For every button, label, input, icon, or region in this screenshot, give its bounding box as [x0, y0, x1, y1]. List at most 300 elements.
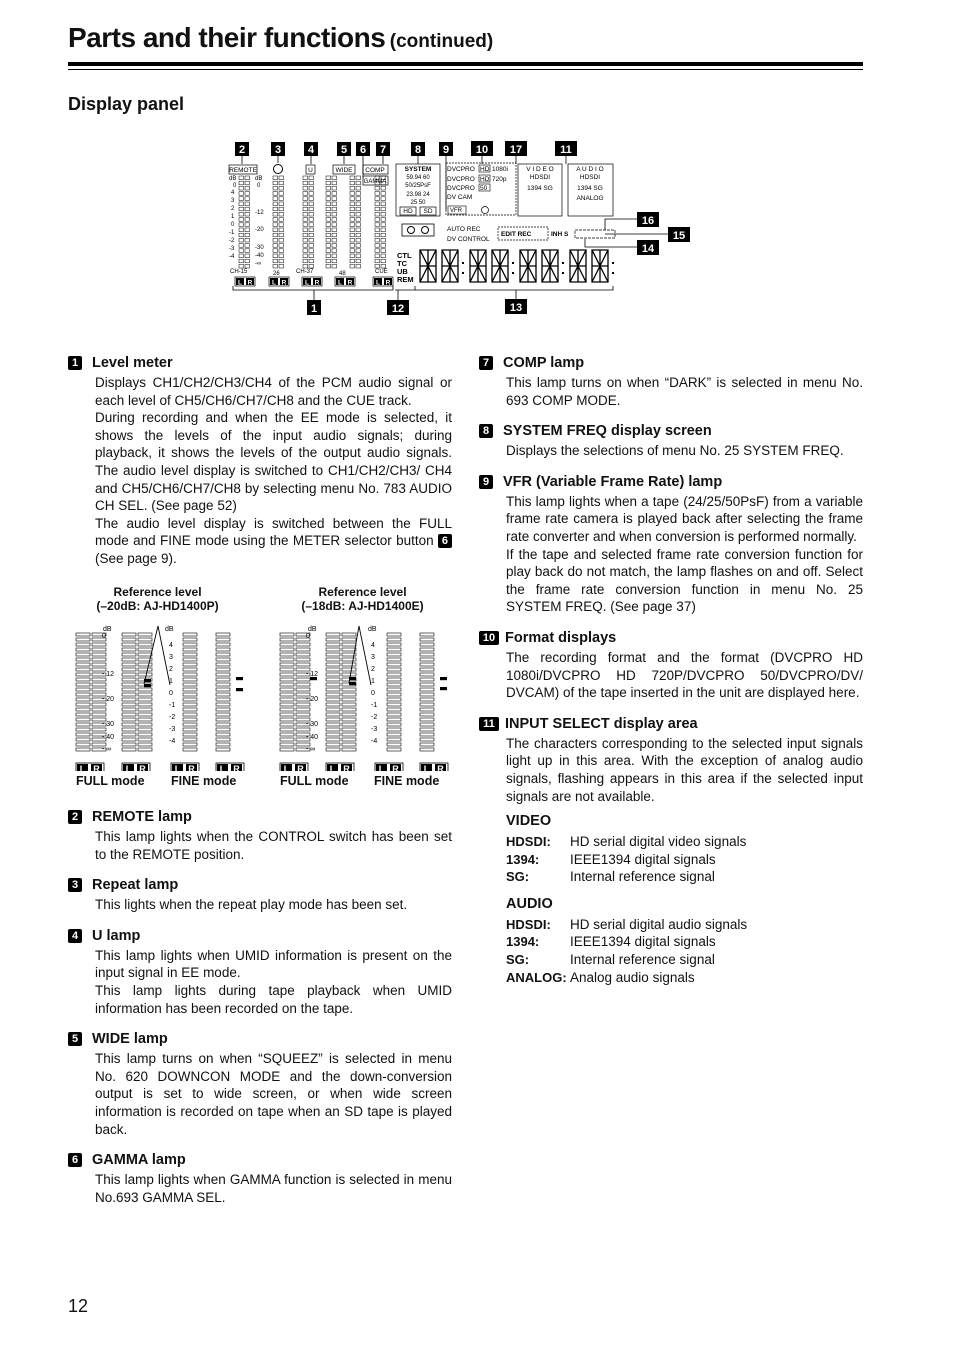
meter-segment	[420, 638, 434, 641]
svg-text:HD: HD	[480, 166, 490, 173]
svg-text:A U D I O: A U D I O	[576, 166, 604, 173]
meter-segment	[387, 733, 401, 736]
meter-segment	[245, 228, 250, 232]
svg-text:dB: dB	[255, 176, 263, 182]
meter-segment	[216, 668, 230, 671]
meter-segment	[356, 202, 361, 206]
meter-segment	[279, 207, 284, 211]
callout-16: 16	[641, 215, 655, 227]
meter-segment	[420, 683, 434, 686]
item-title: COMP lamp	[503, 355, 585, 371]
meter-segment	[216, 648, 230, 651]
meter-segment	[279, 254, 284, 258]
meter-segment	[76, 653, 90, 656]
meter-segment	[375, 186, 380, 190]
meter-segment	[280, 723, 294, 726]
meter-segment	[122, 658, 136, 661]
svg-text:3: 3	[231, 198, 235, 204]
meter-segment	[122, 668, 136, 671]
meter-segment	[273, 212, 278, 216]
meter-segment	[387, 748, 401, 751]
meter-segment	[216, 683, 230, 686]
meter-segment	[279, 212, 284, 216]
meter-segment	[216, 708, 230, 711]
meter-segment	[326, 698, 340, 701]
scale-label: 4	[371, 642, 375, 649]
meter-segment	[239, 259, 244, 263]
meter-segment	[326, 733, 340, 736]
meter-segment	[350, 244, 355, 248]
meter-segment	[326, 663, 340, 666]
svg-text:50/25PsF: 50/25PsF	[405, 183, 431, 189]
item-number: 1	[68, 356, 82, 370]
meter-segment	[273, 228, 278, 232]
definition-row: HDSDI: HD serial digital audio signals	[506, 916, 748, 932]
meter-segment	[273, 249, 278, 253]
scale-label: -1	[371, 702, 378, 709]
svg-text:V I D E O: V I D E O	[526, 166, 554, 173]
meter-segment	[273, 233, 278, 237]
svg-text:HD: HD	[480, 176, 490, 183]
meter-segment	[280, 683, 294, 686]
lr-label: L	[378, 764, 385, 771]
meter-segment	[216, 638, 230, 641]
digit-colon	[562, 262, 564, 264]
meter-segment	[92, 713, 106, 716]
meter-segment	[332, 207, 337, 211]
meter-segment	[387, 678, 401, 681]
meter-segment	[387, 668, 401, 671]
meter-segment	[375, 264, 380, 268]
meter-segment	[92, 653, 106, 656]
scale-label: - 30	[306, 721, 319, 728]
meter-segment	[245, 264, 250, 268]
lr-label: L	[174, 764, 181, 771]
svg-text:dB: dB	[229, 176, 237, 182]
meter-segment	[216, 748, 230, 751]
lr-label: L	[338, 279, 342, 287]
meter-segment	[387, 728, 401, 731]
meter-segment	[332, 249, 337, 253]
svg-text:-30: -30	[255, 245, 264, 251]
meter-segment	[356, 233, 361, 237]
meter-segment	[375, 249, 380, 253]
svg-text:23.98 24: 23.98 24	[406, 192, 430, 198]
svg-text:-∞: -∞	[255, 261, 262, 267]
meter-segment	[122, 673, 136, 676]
meter-segment	[342, 743, 356, 746]
meter-segment	[76, 723, 90, 726]
meter-segment	[303, 249, 308, 253]
meter-segment	[122, 703, 136, 706]
meter-segment	[245, 254, 250, 258]
scale-label: - 12	[102, 671, 115, 678]
svg-text:4: 4	[231, 190, 235, 196]
meter-segment	[245, 244, 250, 248]
digit-colon	[512, 262, 514, 264]
meter-segment	[296, 643, 310, 646]
meter-segment	[273, 192, 278, 196]
meter-segment	[245, 223, 250, 227]
segment-digit	[570, 250, 586, 282]
svg-text:DVCPRO: DVCPRO	[447, 185, 475, 192]
meter-segment	[326, 703, 340, 706]
meter-segment	[92, 643, 106, 646]
meter-segment	[387, 713, 401, 716]
segment-digit	[442, 250, 458, 282]
meter-segment	[387, 648, 401, 651]
item-title: INPUT SELECT display area	[505, 715, 698, 732]
meter-segment	[239, 233, 244, 237]
meter-segment	[350, 212, 355, 216]
definition-row: SG: Internal reference signal	[506, 869, 715, 885]
meter-segment	[387, 738, 401, 741]
meter-segment	[303, 259, 308, 263]
repeat-lamp	[274, 165, 283, 174]
meter-segment	[183, 703, 197, 706]
svg-text:CH-37: CH-37	[296, 269, 314, 275]
meter-segment	[183, 663, 197, 666]
meter-segment	[216, 633, 230, 636]
meter-segment	[342, 713, 356, 716]
meter-segment	[273, 254, 278, 258]
comp-lamp: COMP	[365, 167, 385, 174]
meter-segment	[273, 223, 278, 227]
scale-label: 1	[169, 678, 173, 685]
meter-segment	[216, 718, 230, 721]
left-column	[68, 355, 452, 578]
meter-segment	[342, 718, 356, 721]
meter-segment	[332, 259, 337, 263]
meter-segment	[280, 718, 294, 721]
meter-segment	[309, 238, 314, 242]
meter-segment	[183, 633, 197, 636]
meter-segment	[280, 743, 294, 746]
meter-segment	[239, 238, 244, 242]
meter-segment	[216, 663, 230, 666]
scale-label: 3	[169, 654, 173, 661]
scale-label: -2	[169, 714, 176, 721]
meter-segment	[280, 733, 294, 736]
meter-segment	[122, 683, 136, 686]
item-title: Level meter	[92, 355, 173, 371]
meter-segment	[309, 264, 314, 268]
item-vfr-lamp: 9 VFR (Variable Frame Rate) lamp This lamp lights when a tape (24/25/50PsF) from a variable frame rate camera is played back after selecting the frame rate converter and when conversion is performed normally. If the tape and selected frame rate conversion function for play back do not match, the lamp flashes on and off. Select the frame rate conversion function in menu No. 25 SYSTEM FREQ. (See page 37)	[479, 474, 863, 616]
meter-segment	[303, 186, 308, 190]
callout-2: 2	[238, 144, 246, 156]
meter-segment	[326, 708, 340, 711]
meter-segment	[76, 748, 90, 751]
meter-segment	[326, 207, 331, 211]
meter-marker	[236, 688, 243, 691]
display-panel-diagram	[225, 138, 695, 320]
item-system-freq: 8 SYSTEM FREQ display screen Displays the selections of menu No. 25 SYSTEM FREQ.	[479, 423, 863, 460]
meter-segment	[273, 218, 278, 222]
meter-segment	[381, 202, 386, 206]
item-format-displays: 10 Format displays The recording format and the format (DVCPRO HD 1080i/DVCPRO HD 720P/DVCPRO 50/DVCPRO/DV/ DVCAM) of the tape inserted in the unit are displayed here.	[479, 630, 863, 702]
meter-segment	[280, 638, 294, 641]
meter-segment	[326, 678, 340, 681]
meter-segment	[138, 703, 152, 706]
meter-segment	[296, 683, 310, 686]
meter-segment	[76, 688, 90, 691]
meter-segment	[138, 708, 152, 711]
meter-segment	[356, 186, 361, 190]
scale-label: - 20	[102, 696, 115, 703]
meter-segment	[303, 176, 308, 180]
meter-segment	[309, 254, 314, 258]
page-header	[68, 22, 493, 54]
meter-segment	[122, 638, 136, 641]
meter-segment	[342, 728, 356, 731]
meter-segment	[92, 703, 106, 706]
meter-segment	[138, 733, 152, 736]
meter-segment	[138, 718, 152, 721]
meter-segment	[273, 197, 278, 201]
meter-segment	[420, 728, 434, 731]
meter-segment	[420, 668, 434, 671]
scale-label: 2	[371, 666, 375, 673]
meter-segment	[350, 249, 355, 253]
svg-text:-2: -2	[229, 238, 235, 244]
callout-14: 14	[641, 243, 655, 255]
meter-segment	[309, 202, 314, 206]
meter-segment	[381, 192, 386, 196]
meter-segment	[280, 678, 294, 681]
lr-label: L	[238, 279, 242, 287]
meter-segment	[342, 648, 356, 651]
meter-segment	[387, 693, 401, 696]
meter-segment	[381, 228, 386, 232]
meter-segment	[381, 244, 386, 248]
svg-text:dB: dB	[308, 626, 317, 633]
callout-4: 4	[307, 144, 315, 156]
item-title: SYSTEM FREQ display screen	[503, 423, 712, 440]
meter-segment	[332, 228, 337, 232]
meter-segment	[138, 668, 152, 671]
meter-segment	[76, 713, 90, 716]
item-title: Format displays	[505, 629, 617, 646]
meter-segment	[92, 688, 106, 691]
item-level-meter: 1 Level meter Displays CH1/CH2/CH3/CH4 of the PCM audio signal or each level of CH5/CH6/CH7/CH8 and the CUE track. During recording and when the EE mode is selected, it shows the levels of the input audio signals; during playback, it shows the levels of the output audio signals. The audio level display is switched to CH1/CH2/CH3/ CH4 and CH5/CH6/CH7/CH8 by selecting menu No. 783 AUDIO CH SEL. (See page 52) The audio level display is switched between the FULL mode and FINE mode using the METER selector button 6 (See page 9).	[68, 355, 452, 568]
meter-segment	[296, 653, 310, 656]
meter-segment	[309, 223, 314, 227]
meter-segment	[138, 728, 152, 731]
meter-segment	[350, 264, 355, 268]
svg-text:TC: TC	[397, 259, 407, 268]
callout-11: 11	[560, 144, 572, 156]
meter-segment	[326, 233, 331, 237]
meter-segment	[273, 202, 278, 206]
meter-segment	[375, 233, 380, 237]
svg-text:0: 0	[257, 183, 261, 189]
svg-text:EDIT REC: EDIT REC	[501, 231, 532, 238]
svg-text:SD: SD	[423, 208, 433, 215]
meter-segment	[245, 249, 250, 253]
meter-segment	[273, 176, 278, 180]
meter-segment	[356, 228, 361, 232]
callout-13: 13	[509, 302, 523, 314]
meter-segment	[280, 713, 294, 716]
meter-segment	[332, 192, 337, 196]
callout-7: 7	[379, 144, 387, 156]
meter-segment	[216, 733, 230, 736]
meter-segment	[296, 648, 310, 651]
meter-segment	[356, 197, 361, 201]
meter-segment	[76, 718, 90, 721]
meter-segment	[183, 743, 197, 746]
lr-label: L	[305, 279, 309, 287]
callout-15: 15	[672, 230, 686, 242]
meter-segment	[245, 181, 250, 185]
svg-text:-12: -12	[255, 210, 264, 216]
lr-label: R	[385, 279, 391, 287]
meter-segment	[122, 733, 136, 736]
meter-segment	[332, 244, 337, 248]
meter-segment	[332, 181, 337, 185]
svg-text:0: 0	[231, 222, 235, 228]
meter-segment	[420, 713, 434, 716]
meter-segment	[326, 643, 340, 646]
meter-segment	[342, 638, 356, 641]
meter-segment	[279, 238, 284, 242]
meter-segment	[342, 658, 356, 661]
meter-segment	[92, 663, 106, 666]
meter-segment	[239, 186, 244, 190]
meter-segment	[279, 202, 284, 206]
item-text: During recording and when the EE mode is selected, it shows the levels of the input audio signals; during playback, it shows the levels of the output audio signals. The audio level display is switched to CH1/CH2/CH3/ CH4 and CH5/CH6/CH7/CH8 by selecting menu No. 783 AUDIO CH SEL. (See page 52)	[95, 410, 452, 514]
meter-segment	[273, 264, 278, 268]
meter-segment	[183, 713, 197, 716]
lr-label: L	[219, 764, 226, 771]
meter-segment	[216, 723, 230, 726]
meter-segment	[309, 181, 314, 185]
callout-3: 3	[274, 144, 282, 156]
scale-label: -3	[371, 726, 378, 733]
meter-segment	[375, 244, 380, 248]
meter-segment	[326, 693, 340, 696]
lr-label: R	[188, 764, 195, 771]
meter-segment	[183, 693, 197, 696]
meter-segment	[356, 212, 361, 216]
callout-6: 6	[359, 144, 367, 156]
meter-segment	[381, 238, 386, 242]
meter-segment	[309, 192, 314, 196]
meter-segment	[342, 738, 356, 741]
svg-text:1394 SG: 1394 SG	[577, 185, 603, 192]
meter-segment	[296, 678, 310, 681]
meter-segment	[326, 738, 340, 741]
meter-segment	[350, 228, 355, 232]
meter-segment	[356, 249, 361, 253]
lr-label: R	[297, 764, 304, 771]
scale-label: - 30	[102, 721, 115, 728]
gamma-lamp: GAMMA	[363, 179, 387, 185]
meter-segment	[375, 218, 380, 222]
meter-segment	[420, 708, 434, 711]
meter-segment	[183, 728, 197, 731]
meter-segment	[420, 723, 434, 726]
meter-segment	[326, 648, 340, 651]
u-lamp: U	[308, 167, 313, 174]
meter-segment	[273, 238, 278, 242]
meter-segment	[280, 668, 294, 671]
meter-segment	[296, 663, 310, 666]
lr-label: R	[281, 279, 287, 287]
segment-digit	[470, 250, 486, 282]
meter-segment	[387, 663, 401, 666]
meter-segment	[280, 653, 294, 656]
meter-segment	[280, 738, 294, 741]
meter-marker	[440, 687, 447, 690]
svg-text:SYSTEM: SYSTEM	[404, 166, 432, 173]
meter-segment	[76, 708, 90, 711]
scale-label: 3	[371, 654, 375, 661]
callout-5: 5	[340, 144, 348, 156]
meter-segment	[350, 192, 355, 196]
meter-segment	[332, 202, 337, 206]
meter-segment	[303, 192, 308, 196]
meter-segment	[280, 648, 294, 651]
meter-segment	[326, 249, 331, 253]
meter-marker	[440, 677, 447, 680]
meter-segment	[381, 186, 386, 190]
meter-segment	[350, 254, 355, 258]
meter-segment	[420, 678, 434, 681]
segment-digit	[420, 250, 436, 282]
meter-segment	[122, 693, 136, 696]
lr-label: L	[283, 764, 290, 771]
item-title: GAMMA lamp	[92, 1152, 186, 1169]
meter-segment	[356, 244, 361, 248]
meter-segment	[245, 192, 250, 196]
meter-segment	[183, 718, 197, 721]
meter-segment	[420, 703, 434, 706]
meter-segment	[280, 658, 294, 661]
meter-segment	[92, 658, 106, 661]
meter-segment	[273, 259, 278, 263]
meter-segment	[279, 197, 284, 201]
lr-label: L	[376, 279, 380, 287]
audio-heading: AUDIO	[506, 895, 553, 912]
svg-text:1080i: 1080i	[492, 166, 508, 173]
lr-label: L	[79, 764, 86, 771]
lr-label: R	[392, 764, 399, 771]
meter-segment	[183, 733, 197, 736]
lr-label: R	[343, 764, 350, 771]
svg-text:HDSDI: HDSDI	[529, 174, 551, 181]
meter-segment	[387, 703, 401, 706]
meter-segment	[303, 233, 308, 237]
meter-segment	[342, 723, 356, 726]
meter-segment	[122, 688, 136, 691]
definition-row: ANALOG: Analog audio signals	[506, 969, 695, 985]
meter-segment	[279, 181, 284, 185]
meter-segment	[356, 259, 361, 263]
digit-colon	[462, 262, 464, 264]
meter-segment	[296, 658, 310, 661]
meter-segment	[326, 212, 331, 216]
meter-segment	[183, 678, 197, 681]
meter-segment	[332, 176, 337, 180]
meter-segment	[375, 259, 380, 263]
scale-label: - 12	[306, 671, 319, 678]
svg-text:-4: -4	[229, 254, 235, 260]
meter-segment	[122, 748, 136, 751]
item-title: REMOTE lamp	[92, 809, 192, 825]
svg-text:2: 2	[231, 206, 235, 212]
meter-segment	[326, 197, 331, 201]
